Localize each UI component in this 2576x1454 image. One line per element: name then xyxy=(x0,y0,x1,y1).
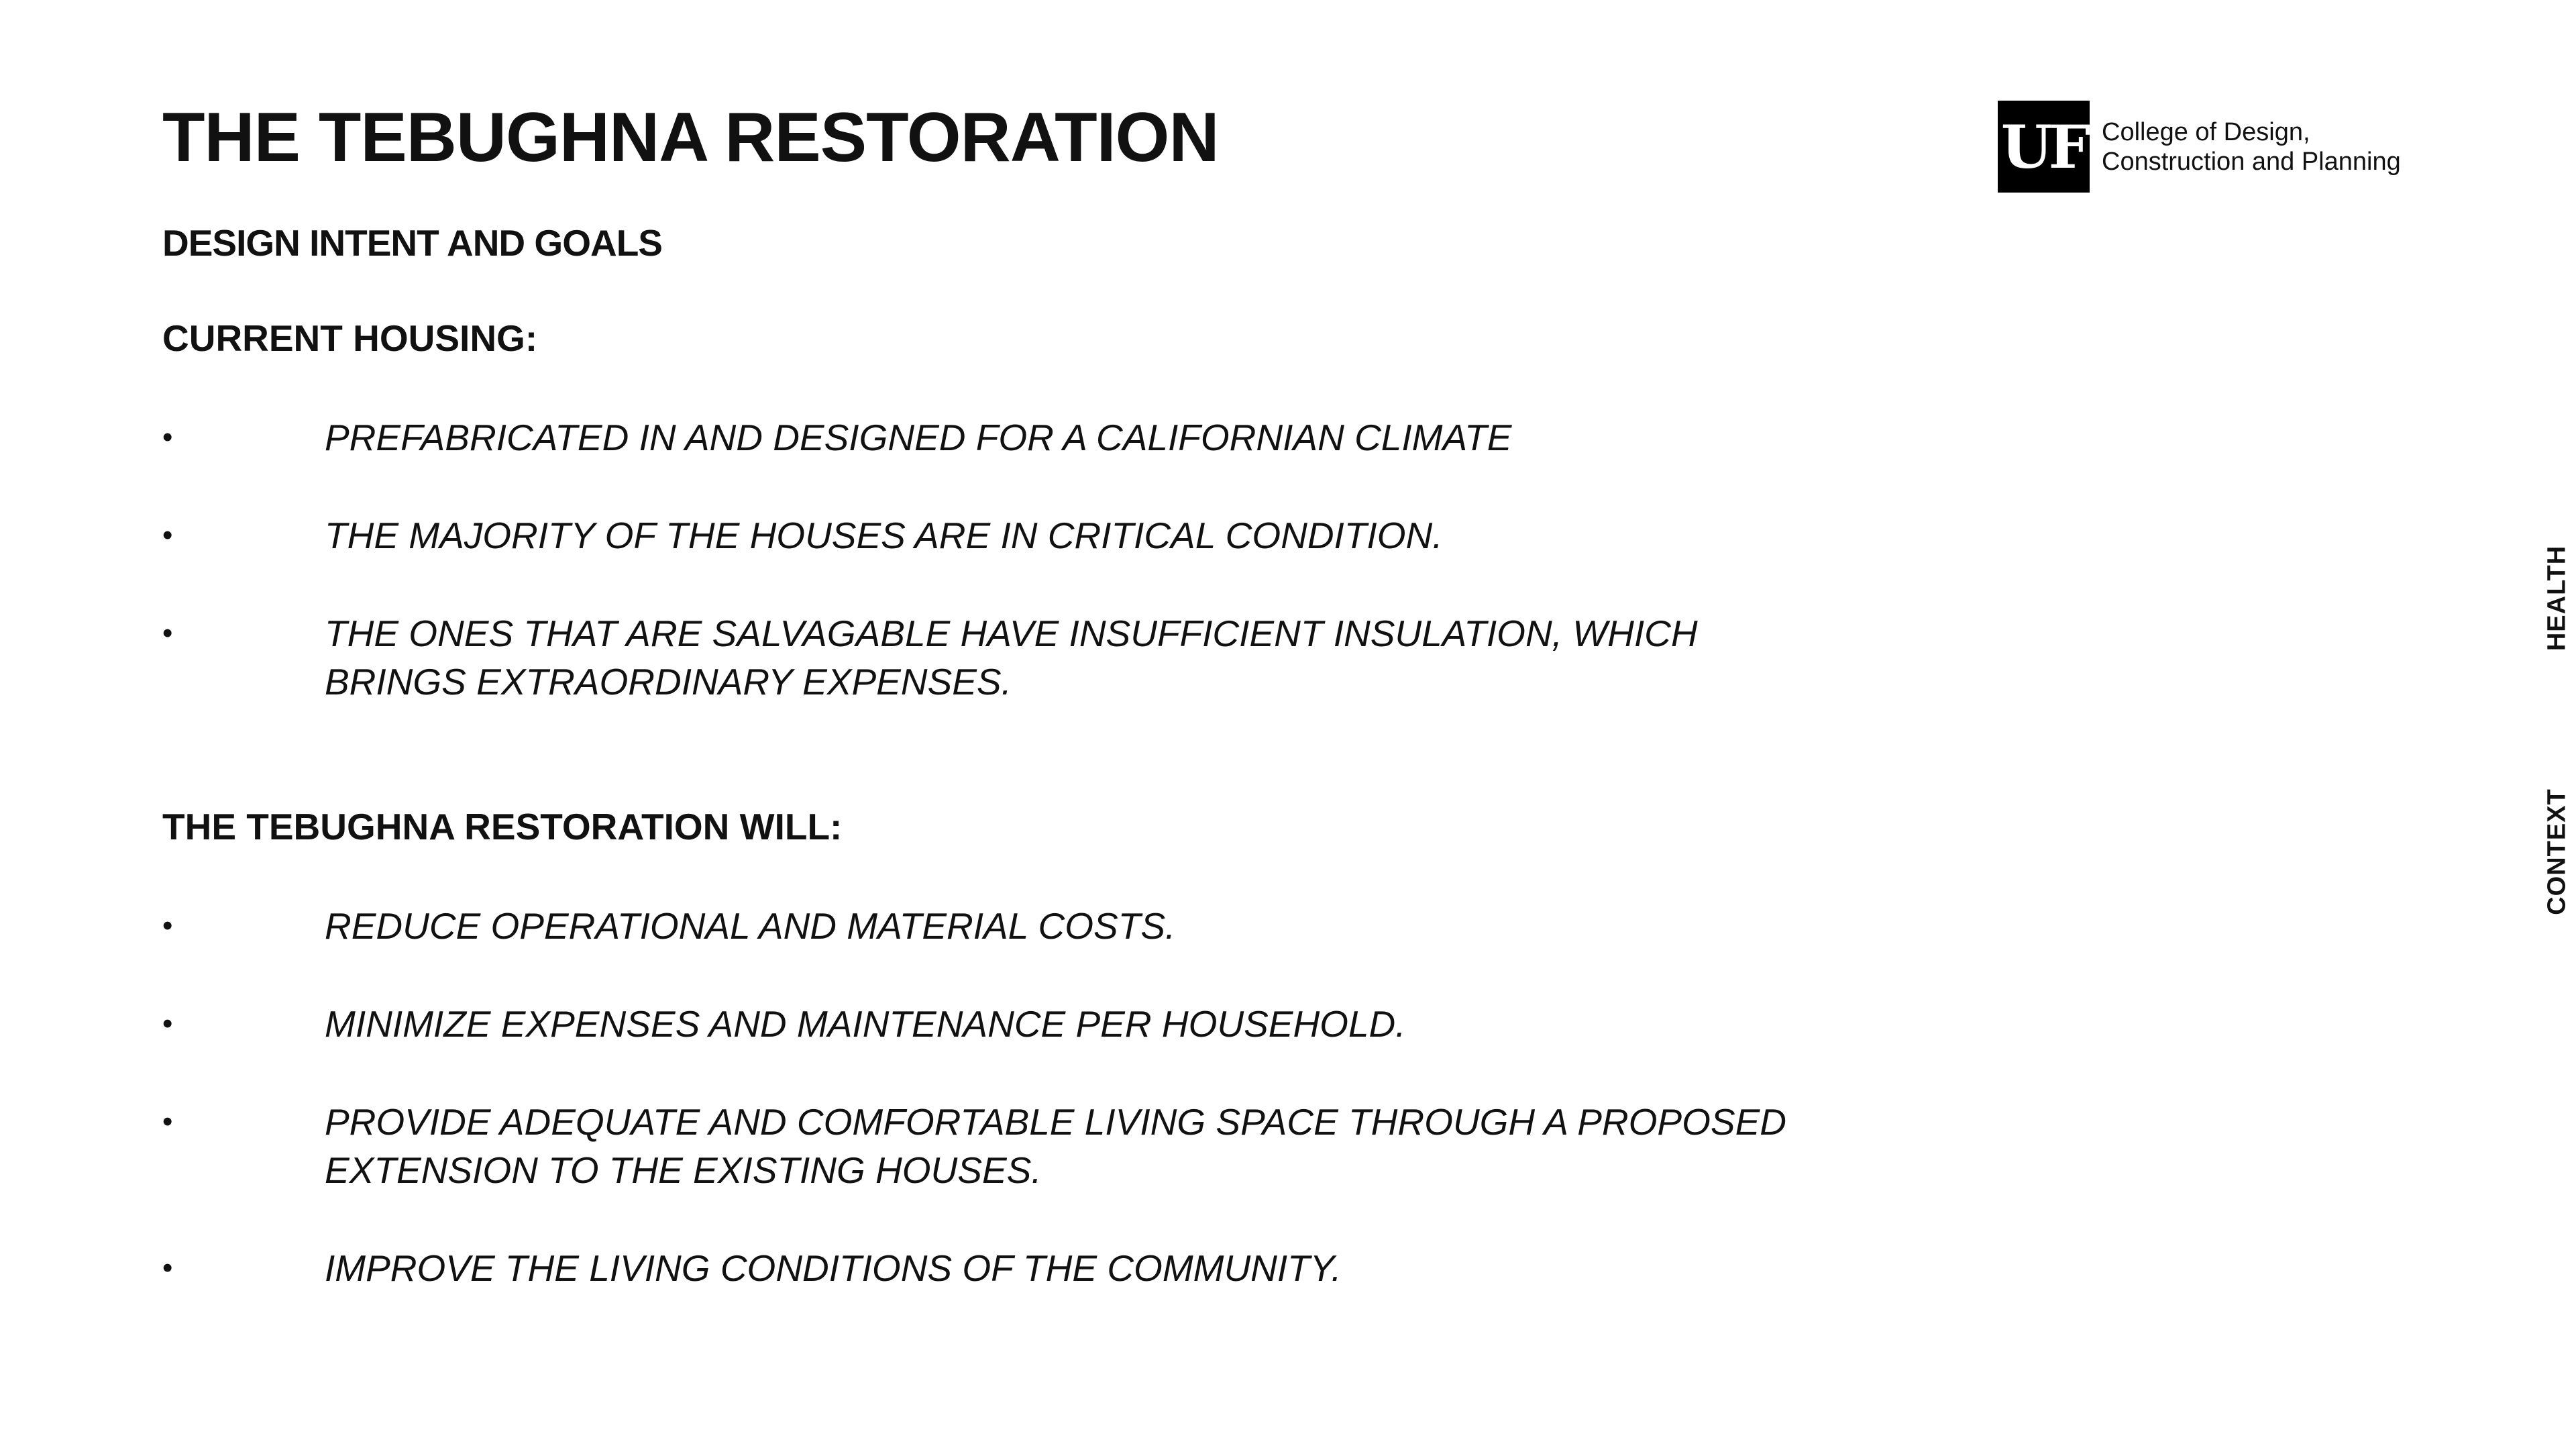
list-item-text: REDUCE OPERATIONAL AND MATERIAL COSTS. xyxy=(325,905,1176,947)
bullet-icon: • xyxy=(162,519,173,552)
side-tab-context[interactable]: CONTEXT xyxy=(2542,788,2571,915)
college-name-line2: Construction and Planning xyxy=(2102,147,2401,176)
page-subtitle: DESIGN INTENT AND GOALS xyxy=(162,222,662,264)
list-item xyxy=(162,902,1801,950)
list-item-text: PREFABRICATED IN AND DESIGNED FOR A CALIFORNIAN CLIMATE xyxy=(325,417,1512,458)
list-item-text: THE ONES THAT ARE SALVAGABLE HAVE INSUFFICIENT INSULATION, WHICH BRINGS EXTRAORDINARY EXPENSES. xyxy=(325,613,1698,703)
bullet-icon: • xyxy=(162,1251,173,1284)
restoration-heading: THE TEBUGHNA RESTORATION WILL: xyxy=(162,806,843,847)
list-item xyxy=(162,1244,1801,1292)
bullet-icon: • xyxy=(162,1105,173,1138)
bullet-icon: • xyxy=(162,421,173,454)
list-item xyxy=(162,1000,1801,1048)
current-housing-list xyxy=(162,413,1801,706)
bullet-icon: • xyxy=(162,909,173,942)
bullet-icon: • xyxy=(162,617,173,650)
college-name-line1: College of Design, xyxy=(2102,117,2310,146)
uf-logo xyxy=(1998,101,2401,193)
list-item xyxy=(162,1098,1801,1194)
list-item-text: MINIMIZE EXPENSES AND MAINTENANCE PER HOUSEHOLD. xyxy=(325,1003,1406,1045)
college-name xyxy=(2102,117,2401,176)
bullet-icon: • xyxy=(162,1007,173,1040)
list-item-text: PROVIDE ADEQUATE AND COMFORTABLE LIVING SPACE THROUGH A PROPOSED EXTENSION TO THE EXISTING HOUSES. xyxy=(325,1101,1786,1191)
uf-logo-mark: UF xyxy=(1998,101,2090,193)
list-item xyxy=(162,609,1801,706)
page-title: THE TEBUGHNA RESTORATION xyxy=(162,99,1219,176)
list-item xyxy=(162,413,1801,462)
list-item xyxy=(162,511,1801,560)
current-housing-heading: CURRENT HOUSING: xyxy=(162,317,538,359)
restoration-list xyxy=(162,902,1801,1292)
list-item-text: IMPROVE THE LIVING CONDITIONS OF THE COMMUNITY. xyxy=(325,1247,1342,1289)
list-item-text: THE MAJORITY OF THE HOUSES ARE IN CRITICAL CONDITION. xyxy=(325,515,1443,556)
side-tab-health[interactable]: HEALTH xyxy=(2542,545,2571,652)
